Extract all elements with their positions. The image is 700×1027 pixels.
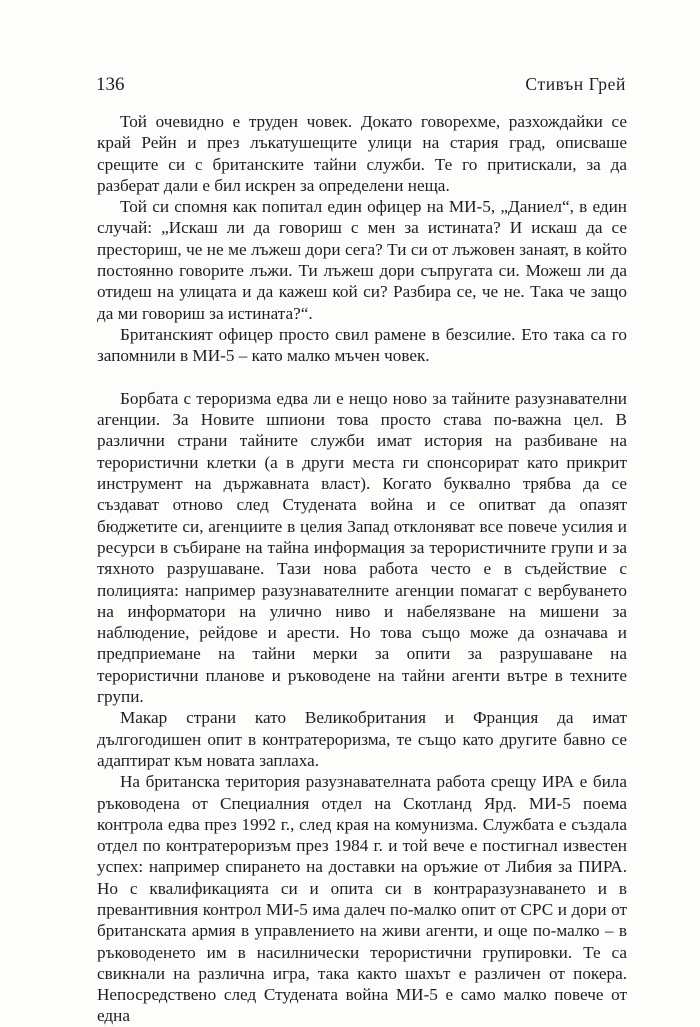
section-break (97, 367, 627, 388)
paragraph: На британска територия разузнавателната работа срещу ИРА е била ръководена от Специалния отдел на Скотланд Ярд. МИ-5 поема контрола едва през 1992 г., след края на комунизма. Службата е създала отдел по контратероризъм през 1984 г. и той вече е постигнал известен успех: например спирането на доставки на оръжие от Либия за ПИРА. Но с квалификацията си и опита си в контраразузнаването и в превантивния контрол МИ-5 има далеч по-малко опит от СРС и дори от британската армия в управлението на живи агенти, и още по-малко – в ръководенето им в насилнически терористични групировки. Те са свикнали на различна игра, така както шахът е различен от покера. Непосредствено след Студената война МИ-5 е само малко повече от една (97, 772, 627, 1026)
paragraph: Той очевидно е труден човек. Докато говорехме, разхождайки се край Рейн и през лъкатушещите улици на стария град, описваше срещите си с британските тайни служби. Те го притискали, за да разберат дали е бил искрен за определени неща. (97, 112, 627, 195)
paragraph: Той си спомня как попитал един офицер на МИ-5, „Даниел“, в един случай: „Искаш ли да говориш с мен за истината? И искаш да се престориш, че не ме лъжеш дори сега? Ти си от лъжовен занаят, в който постоянно говорите лъжи. Ти лъжеш дори съпругата си. Можеш ли да отидеш на улицата и да кажеш кой си? Разбира се, че не. Така че защо да ми говориш за истината?“. (97, 197, 627, 323)
running-head-author: Стивън Грей (525, 74, 626, 94)
paragraph: Макар страни като Великобритания и Франция да имат дългогодишен опит в контратероризма, те също като другите бавно се адаптират към новата заплаха. (97, 708, 627, 770)
page-header (96, 74, 626, 98)
paragraph: Борбата с тероризма едва ли е нещо ново за тайните разузнавателни агенции. За Новите шпиони това просто става по-важна цел. В различни страни тайните служби имат история на разбиване на терористични клетки (а в други места ги спонсорират като прикрит инструмент на държавната власт). Когато буквално трябва да се създават отново след Студената война и се опитват да опазят бюджетите си, агенциите в целия Запад отклоняват все повече усилия и ресурси в събиране на тайна информация за терористичните групи и за тяхното разрушаване. Тази нова работа често е в съдействие с полицията: например разузнавателните агенции помагат с вербуването на информатори на улично ниво и набелязване на мишени за наблюдение, рейдове и арести. Но това също може да означава и предприемане на тайни мерки за опити за разрушаване на терористични планове и ръководене на тайни агенти вътре в техните групи. (97, 388, 627, 707)
paragraph: Британският офицер просто свил рамене в безсилие. Ето така са го запомнили в МИ-5 – като малко мъчен човек. (97, 324, 627, 366)
body-text (97, 111, 627, 1027)
page-number: 136 (96, 74, 125, 95)
